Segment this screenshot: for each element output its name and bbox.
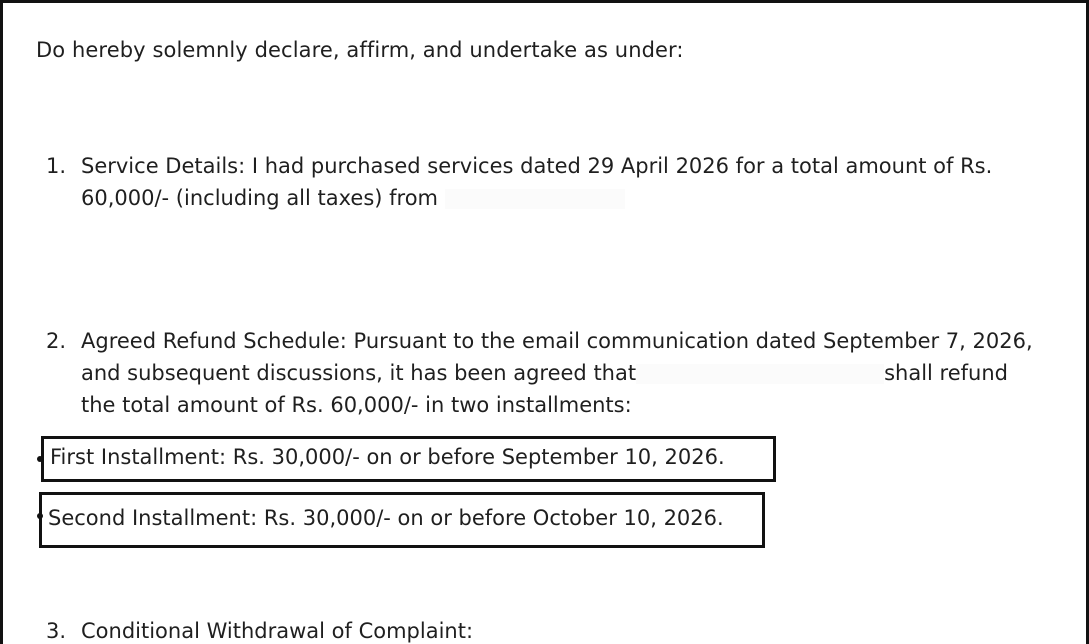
item-1-line-2 [81, 182, 992, 214]
item-2-line-2 [81, 357, 1033, 389]
declaration-intro: Do hereby solemnly declare, affirm, and undertake as under: [36, 38, 684, 62]
first-installment-box [41, 436, 776, 482]
first-installment-text: First Installment: Rs. 30,000/- on or before September 10, 2026. [50, 445, 725, 469]
item-1-line-1: Service Details: I had purchased services dated 29 April 2026 for a total amount of Rs. [81, 154, 993, 178]
item-1-service-details [81, 150, 992, 214]
redacted-name [445, 189, 625, 209]
item-2-line-2-end: shall refund [884, 361, 1008, 385]
item-number-2: 2. [46, 329, 67, 353]
item-3-line-1: Conditional Withdrawal of Complaint: [81, 619, 474, 643]
redacted-company-name [636, 364, 884, 384]
item-1-line-2-text: 60,000/- (including all taxes) from [81, 186, 439, 210]
second-installment-box [39, 492, 765, 548]
item-number-1: 1. [46, 154, 67, 178]
item-2-line-3: the total amount of Rs. 60,000/- in two installments: [81, 393, 632, 417]
item-2-line-1: Agreed Refund Schedule: Pursuant to the email communication dated September 7, 2026, [81, 329, 1033, 353]
item-number-3: 3. [46, 619, 67, 643]
second-installment-text: Second Installment: Rs. 30,000/- on or before October 10, 2026. [48, 506, 724, 530]
item-2-line-2-start: and subsequent discussions, it has been agreed that [81, 361, 637, 385]
item-2-refund-schedule [81, 325, 1033, 421]
item-3-conditional-withdrawal [81, 615, 473, 644]
